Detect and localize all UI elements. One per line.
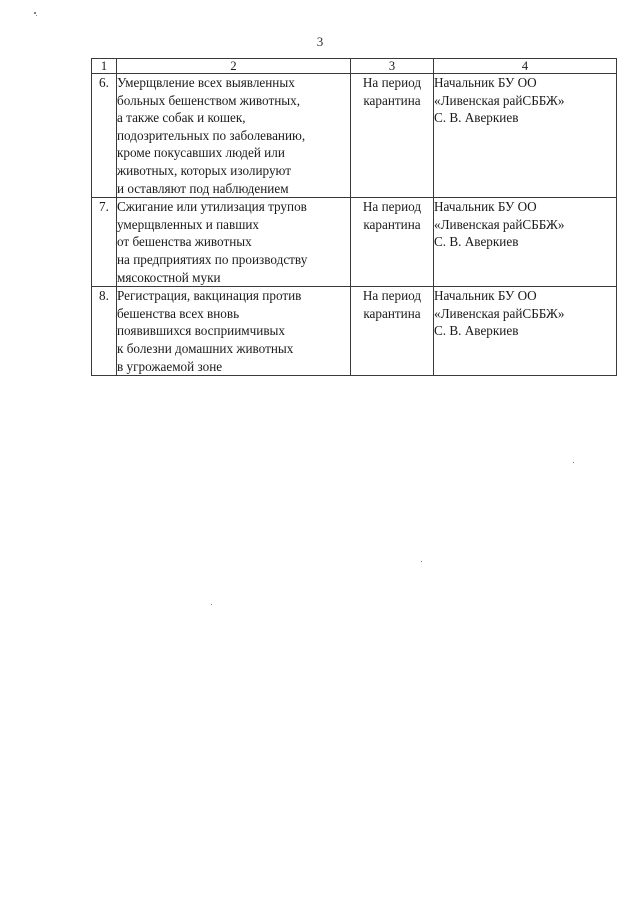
measure-responsible	[434, 287, 617, 376]
text-line: На период	[362, 199, 422, 215]
text-line: С. В. Аверкиев	[434, 110, 519, 126]
measure-description	[117, 287, 351, 376]
page-number: 3	[316, 34, 324, 49]
scan-speck	[34, 12, 36, 14]
measure-term	[351, 287, 434, 376]
header-col-1: 1	[92, 59, 117, 74]
text-line: в угрожаемой зоне	[117, 358, 223, 374]
text-line: Сжигание или утилизация трупов	[117, 199, 307, 215]
text-line: умерщвленных и павших	[117, 216, 260, 232]
header-col-3: 3	[351, 59, 434, 74]
row-number: 6.	[92, 74, 117, 198]
measure-description	[117, 74, 351, 198]
text-line: к болезни домашних животных	[117, 340, 294, 356]
text-line: и оставляют под наблюдением	[117, 180, 289, 196]
header-col-2: 2	[117, 59, 351, 74]
row-number: 7.	[92, 198, 117, 287]
measure-term	[351, 74, 434, 198]
table-header-row	[92, 59, 617, 74]
text-line: Начальник БУ ОО	[434, 199, 537, 215]
text-line: животных, которых изолируют	[117, 162, 291, 178]
measure-responsible	[434, 198, 617, 287]
measure-responsible	[434, 74, 617, 198]
measures-table	[91, 58, 617, 376]
text-line: больных бешенством животных,	[117, 92, 301, 108]
text-line: карантина	[363, 92, 421, 108]
text-line: Начальник БУ ОО	[434, 288, 537, 304]
measure-term	[351, 198, 434, 287]
text-line: С. В. Аверкиев	[434, 234, 519, 250]
measure-description	[117, 198, 351, 287]
text-line: «Ливенская райСББЖ»	[434, 92, 565, 108]
text-line: появившихся восприимчивых	[117, 323, 286, 339]
scan-speck	[211, 604, 212, 605]
text-line: Умерщвление всех выявленных	[117, 75, 295, 90]
text-line: карантина	[363, 305, 421, 321]
text-line: на предприятиях по производству	[117, 251, 308, 267]
text-line: Регистрация, вакцинация против	[117, 288, 302, 304]
text-line: мясокостной муки	[117, 269, 221, 285]
scan-speck	[573, 462, 574, 463]
text-line: Начальник БУ ОО	[434, 75, 537, 90]
text-line: На период	[362, 75, 422, 90]
text-line: кроме покусавших людей или	[117, 145, 285, 161]
scan-speck	[421, 561, 422, 562]
row-number: 8.	[92, 287, 117, 376]
text-line: С. В. Аверкиев	[434, 323, 519, 339]
table-row	[92, 74, 617, 198]
text-line: подозрительных по заболеванию,	[117, 127, 306, 143]
text-line: а также собак и кошек,	[117, 110, 246, 126]
text-line: бешенства всех вновь	[117, 305, 240, 321]
text-line: «Ливенская райСББЖ»	[434, 216, 565, 232]
text-line: карантина	[363, 216, 421, 232]
text-line: от бешенства животных	[117, 234, 252, 250]
table-row	[92, 198, 617, 287]
header-col-4: 4	[434, 59, 617, 74]
text-line: На период	[362, 288, 422, 304]
table-row	[92, 287, 617, 376]
text-line: «Ливенская райСББЖ»	[434, 305, 565, 321]
scan-speck	[36, 15, 37, 16]
